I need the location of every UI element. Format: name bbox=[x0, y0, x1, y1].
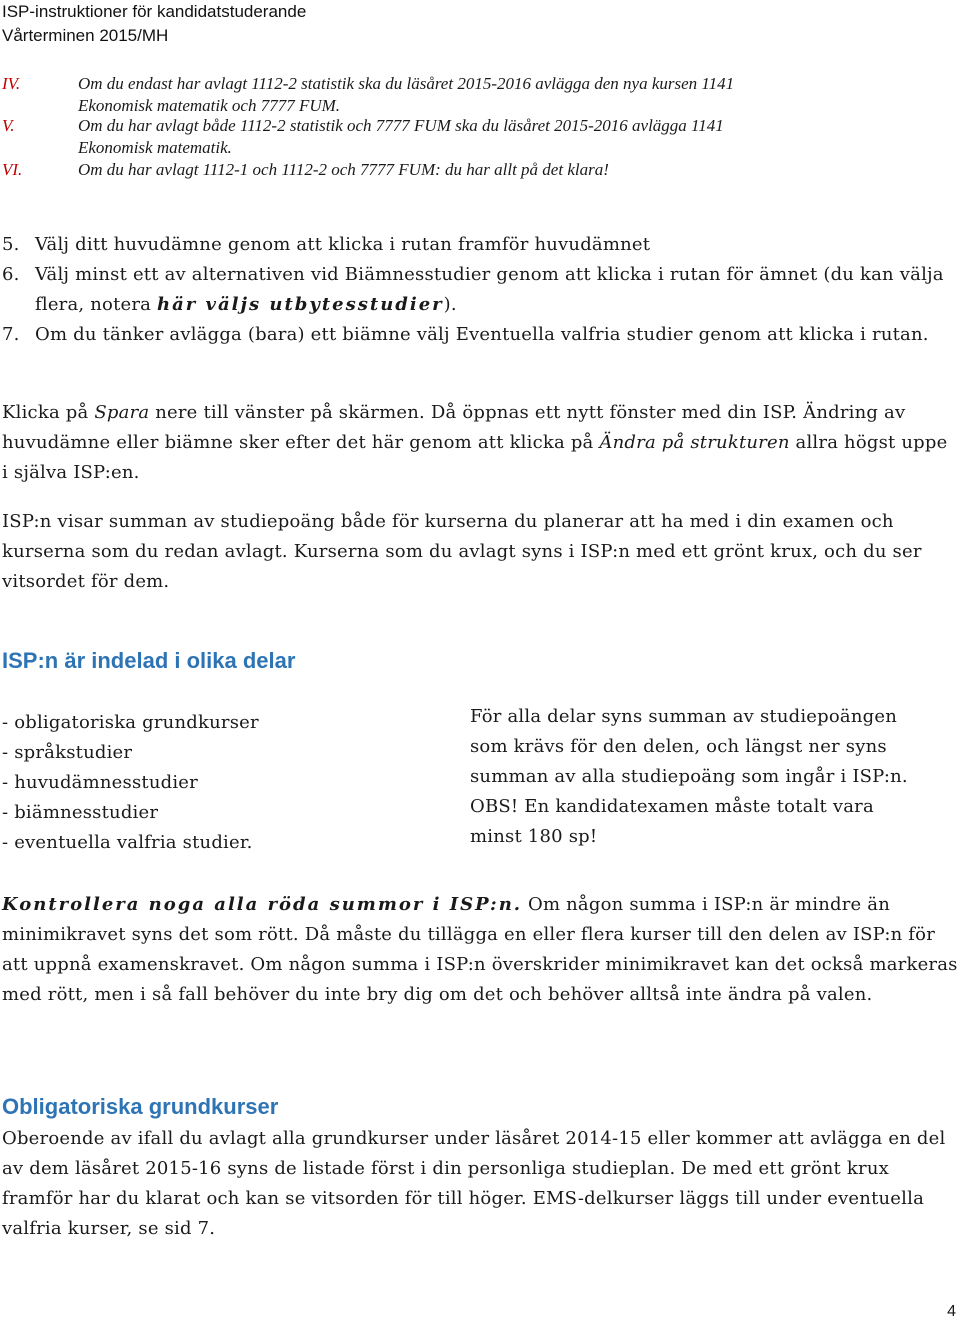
step-5 bbox=[2, 230, 958, 260]
roman-numeral: IV. bbox=[2, 74, 21, 93]
step-number: 5. bbox=[2, 234, 20, 255]
note-line: OBS! En kandidatexamen måste totalt vara bbox=[470, 796, 874, 817]
step-number: 7. bbox=[2, 324, 20, 345]
roman-numeral: VI. bbox=[2, 160, 23, 179]
step-text: Om du tänker avlägga (bara) ett biämne välj Eventuella valfria studier genom att klicka i rutan. bbox=[35, 324, 929, 345]
section-heading-parts: ISP:n är indelad i olika delar bbox=[2, 648, 296, 673]
emphasis-check-red-sums: Kontrollera noga alla röda summor i ISP:n. bbox=[2, 894, 523, 915]
step-6 bbox=[2, 260, 958, 320]
note-line: För alla delar syns summan av studiepoängen bbox=[470, 706, 897, 727]
note-line: som krävs för den delen, och längst ner syns bbox=[470, 736, 887, 757]
emphasis-spara: Spara bbox=[94, 402, 150, 423]
paragraph-spara: Klicka på Spara nere till vänster på skärmen. Då öppnas ett nytt fönster med din ISP. Ändring av huvudämne eller biämne sker efter det här genom att klicka på Ändra på strukturen allra högst uppe i själva ISP:en. bbox=[2, 402, 948, 483]
emphasis-andra-strukturen: Ändra på strukturen bbox=[599, 432, 790, 453]
list-item: - huvudämnesstudier bbox=[2, 772, 198, 793]
paragraph-mandatory-courses: Oberoende av ifall du avlagt alla grundkurser under läsåret 2014-15 eller kommer att avlägga en del av dem läsåret 2015-16 syns de listade först i din personliga studieplan. De med ett grönt krux framför har du klarat och kan se vitsorden för till höger. EMS-delkurser läggs till under eventuella valfria kurser, se sid 7. bbox=[2, 1128, 946, 1239]
roman-item-text: Ekonomisk matematik och 7777 FUM. bbox=[78, 96, 341, 115]
step-text: Välj ditt huvudämne genom att klicka i rutan framför huvudämnet bbox=[35, 234, 651, 255]
page-number: 4 bbox=[947, 1303, 956, 1320]
roman-numeral: V. bbox=[2, 116, 15, 135]
emphasis-exchange-studies: här väljs utbytesstudier bbox=[157, 294, 444, 315]
paragraph-red-sums: Kontrollera noga alla röda summor i ISP:n. Om någon summa i ISP:n är mindre än minimikravet syns det som rött. Då måste du tillägga en eller flera kurser till den delen av ISP:n för att uppnå examenskravet. Om någon summa i ISP:n överskrider minimikravet kan det också markeras med rött, men i så fall behöver du inte bry dig om det och behöver alltså inte ändra på valen. bbox=[2, 894, 958, 1005]
roman-item-text: Om du har avlagt både 1112-2 statistik och 7777 FUM ska du läsåret 2015-2016 avlägga 1141 bbox=[78, 116, 724, 135]
list-item: - obligatoriska grundkurser bbox=[2, 712, 259, 733]
parts-note bbox=[470, 702, 908, 852]
section-heading-mandatory: Obligatoriska grundkurser bbox=[2, 1094, 279, 1119]
list-item: - språkstudier bbox=[2, 742, 133, 763]
document-header bbox=[2, 0, 306, 48]
note-line: summan av alla studiepoäng som ingår i ISP:n. bbox=[470, 766, 908, 787]
header-title: ISP-instruktioner för kandidatstuderande bbox=[2, 2, 307, 21]
note-line: minst 180 sp! bbox=[470, 826, 598, 847]
list-item: - biämnesstudier bbox=[2, 802, 159, 823]
list-item: - eventuella valfria studier. bbox=[2, 832, 253, 853]
roman-item-text: Om du endast har avlagt 1112-2 statistik ska du läsåret 2015-2016 avlägga den nya kursen 1141 bbox=[78, 74, 735, 93]
roman-item-text: Om du har avlagt 1112-1 och 1112-2 och 7777 FUM: du har allt på det klara! bbox=[78, 160, 609, 179]
step-7 bbox=[2, 320, 958, 350]
header-term: Vårterminen 2015/MH bbox=[2, 26, 169, 45]
roman-item-text: Ekonomisk matematik. bbox=[78, 138, 232, 157]
parts-list bbox=[2, 708, 259, 858]
step-number: 6. bbox=[2, 264, 20, 285]
step-text: Välj minst ett av alternativen vid Biämnesstudier genom att klicka i rutan för ämnet (du kan välja flera, notera här väljs utbytesstudier). bbox=[35, 264, 944, 315]
paragraph-isp-summary: ISP:n visar summan av studiepoäng både för kurserna du planerar att ha med i din examen och kurserna som du redan avlagt. Kurserna som du avlagt syns i ISP:n med ett grönt krux, och du ser vitsordet för dem. bbox=[2, 511, 922, 592]
